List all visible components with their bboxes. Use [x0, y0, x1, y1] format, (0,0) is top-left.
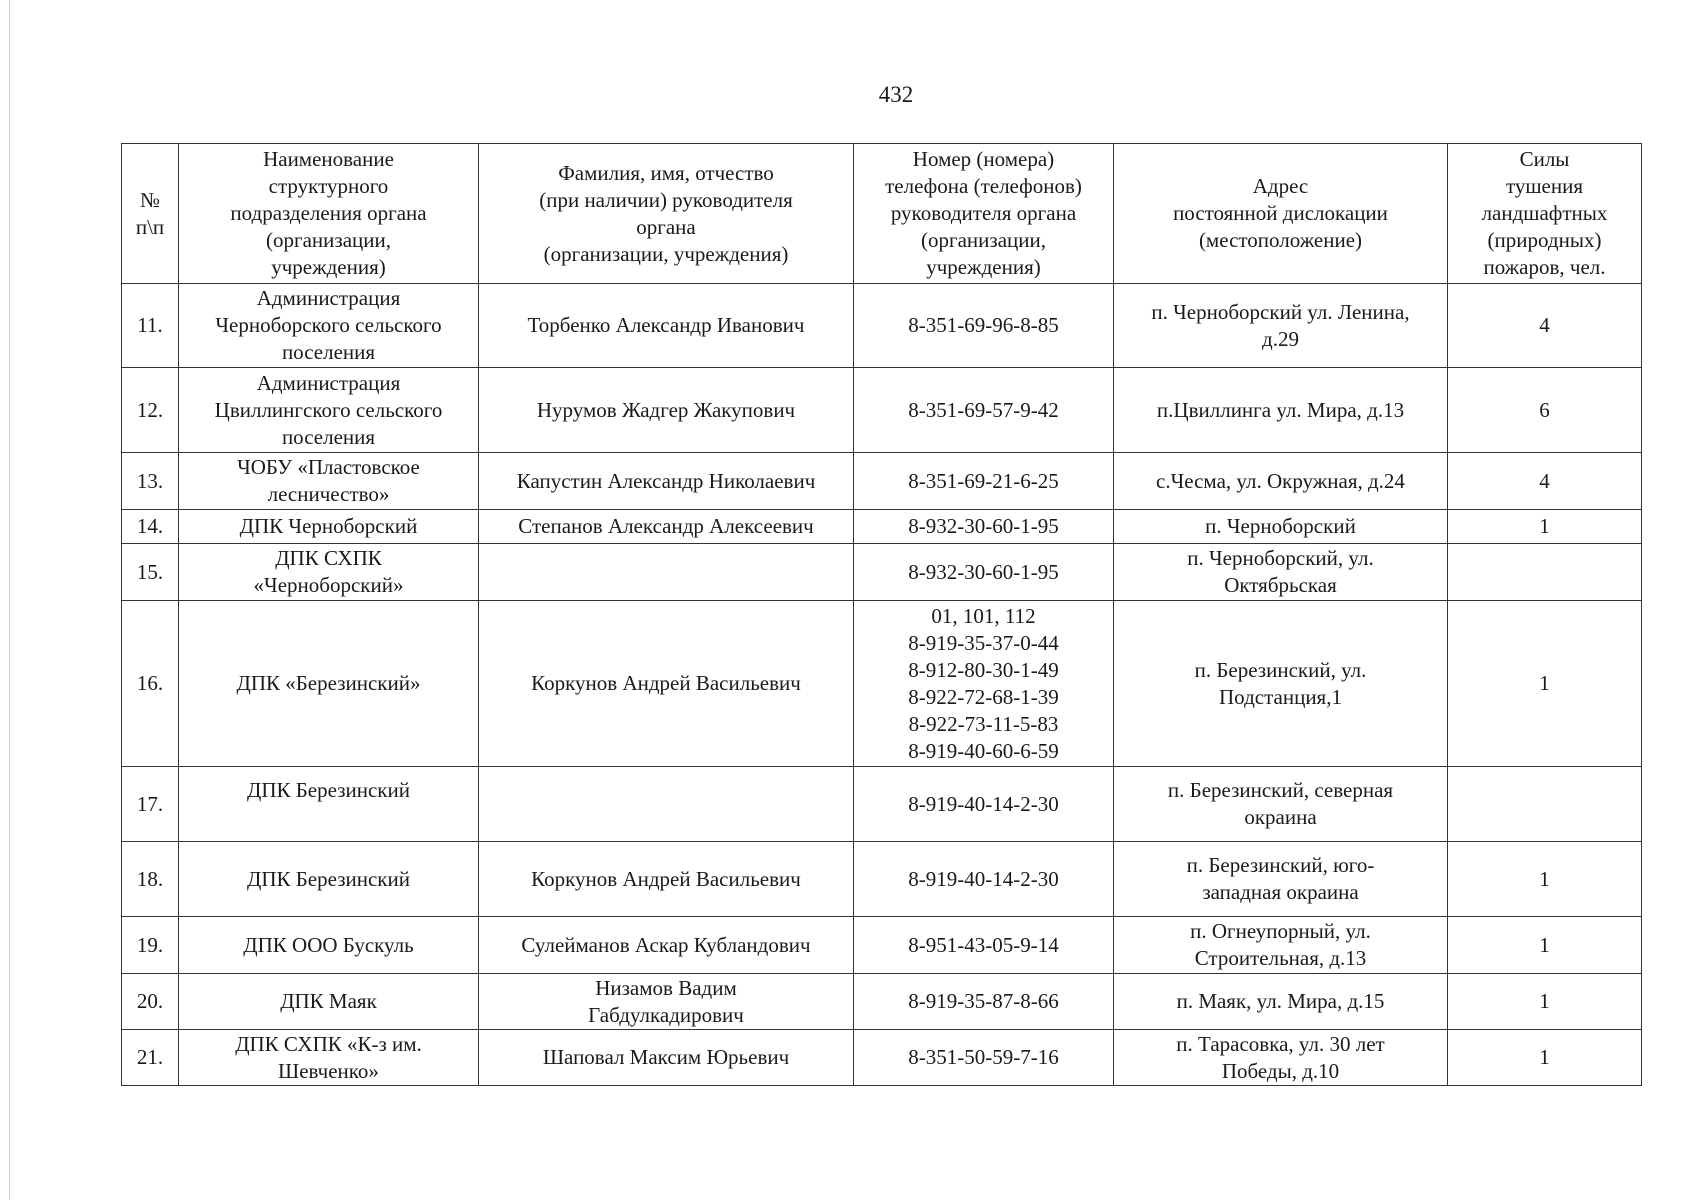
table-row — [122, 510, 1642, 544]
row-head-name: Степанов Александр Алексеевич — [479, 510, 854, 544]
row-number: 19. — [122, 917, 179, 974]
row-head-name: Сулейманов Аскар Кубландович — [479, 917, 854, 974]
table-row — [122, 842, 1642, 917]
row-forces: 1 — [1448, 974, 1642, 1030]
scan-margin-line — [9, 0, 10, 1200]
row-head-name: Нурумов Жадгер Жакупович — [479, 368, 854, 453]
table-row — [122, 368, 1642, 453]
row-number: 13. — [122, 453, 179, 510]
row-head-name: Коркунов Андрей Васильевич — [479, 601, 854, 767]
row-number: 12. — [122, 368, 179, 453]
row-address: п. Березинский, юго- западная окраина — [1114, 842, 1448, 917]
forces-table — [121, 143, 1642, 1086]
table-row — [122, 284, 1642, 368]
row-forces: 4 — [1448, 284, 1642, 368]
row-address: п. Березинский, северная окраина — [1114, 767, 1448, 842]
row-phone: 8-351-50-59-7-16 — [854, 1030, 1114, 1086]
row-phone: 8-919-40-14-2-30 — [854, 842, 1114, 917]
table-row — [122, 601, 1642, 767]
row-address: п. Черноборский ул. Ленина, д.29 — [1114, 284, 1448, 368]
row-address: п.Цвиллинга ул. Мира, д.13 — [1114, 368, 1448, 453]
row-address: п. Березинский, ул. Подстанция,1 — [1114, 601, 1448, 767]
row-head-name: Шаповал Максим Юрьевич — [479, 1030, 854, 1086]
row-number: 21. — [122, 1030, 179, 1086]
row-phone: 8-351-69-57-9-42 — [854, 368, 1114, 453]
row-address: п. Тарасовка, ул. 30 лет Победы, д.10 — [1114, 1030, 1448, 1086]
row-organization: ДПК «Березинский» — [179, 601, 479, 767]
row-address: п. Маяк, ул. Мира, д.15 — [1114, 974, 1448, 1030]
row-phone: 8-919-40-14-2-30 — [854, 767, 1114, 842]
row-address: п. Черноборский, ул. Октябрьская — [1114, 544, 1448, 601]
row-number: 15. — [122, 544, 179, 601]
row-phone: 8-932-30-60-1-95 — [854, 544, 1114, 601]
row-forces: 1 — [1448, 601, 1642, 767]
row-head-name: Коркунов Андрей Васильевич — [479, 842, 854, 917]
row-forces: 1 — [1448, 510, 1642, 544]
row-organization: ДПК Маяк — [179, 974, 479, 1030]
table-row — [122, 917, 1642, 974]
row-head-name: Капустин Александр Николаевич — [479, 453, 854, 510]
row-head-name: Торбенко Александр Иванович — [479, 284, 854, 368]
row-forces: 1 — [1448, 1030, 1642, 1086]
row-number: 16. — [122, 601, 179, 767]
row-organization: ДПК ООО Бускуль — [179, 917, 479, 974]
table-row — [122, 974, 1642, 1030]
header-number: № п\п — [122, 144, 179, 284]
row-number: 18. — [122, 842, 179, 917]
row-forces — [1448, 767, 1642, 842]
row-number: 11. — [122, 284, 179, 368]
row-address: с.Чесма, ул. Окружная, д.24 — [1114, 453, 1448, 510]
header-address: Адрес постоянной дислокации (местоположение) — [1114, 144, 1448, 284]
row-address: п. Огнеупорный, ул. Строительная, д.13 — [1114, 917, 1448, 974]
row-forces: 4 — [1448, 453, 1642, 510]
row-number: 14. — [122, 510, 179, 544]
row-head-name — [479, 767, 854, 842]
row-forces: 1 — [1448, 842, 1642, 917]
row-forces — [1448, 544, 1642, 601]
row-phone: 8-932-30-60-1-95 — [854, 510, 1114, 544]
row-phone: 8-351-69-96-8-85 — [854, 284, 1114, 368]
row-phone: 8-351-69-21-6-25 — [854, 453, 1114, 510]
row-organization: Администрация Цвиллингского сельского поселения — [179, 368, 479, 453]
row-phone: 8-919-35-87-8-66 — [854, 974, 1114, 1030]
row-phone: 01, 101, 112 8-919-35-37-0-44 8-912-80-30-1-49 8-922-72-68-1-39 8-922-73-11-5-83 8-919-40-60-6-59 — [854, 601, 1114, 767]
row-forces: 1 — [1448, 917, 1642, 974]
row-organization: ДПК СХПК «Черноборский» — [179, 544, 479, 601]
row-organization: ДПК Черноборский — [179, 510, 479, 544]
row-number: 17. — [122, 767, 179, 842]
row-organization: ДПК СХПК «К-з им. Шевченко» — [179, 1030, 479, 1086]
table-header-row — [122, 144, 1642, 284]
row-organization: Администрация Черноборского сельского поселения — [179, 284, 479, 368]
header-organization: Наименование структурного подразделения органа (организации, учреждения) — [179, 144, 479, 284]
header-head-name: Фамилия, имя, отчество (при наличии) руководителя органа (организации, учреждения) — [479, 144, 854, 284]
row-address: п. Черноборский — [1114, 510, 1448, 544]
header-phone: Номер (номера) телефона (телефонов) руководителя органа (организации, учреждения) — [854, 144, 1114, 284]
row-organization: ЧОБУ «Пластовское лесничество» — [179, 453, 479, 510]
row-forces: 6 — [1448, 368, 1642, 453]
table-row — [122, 1030, 1642, 1086]
table-row — [122, 453, 1642, 510]
page-number: 432 — [878, 82, 914, 107]
header-forces: Силы тушения ландшафтных (природных) пожаров, чел. — [1448, 144, 1642, 284]
row-number: 20. — [122, 974, 179, 1030]
table-row — [122, 544, 1642, 601]
row-organization: ДПК Березинский — [179, 842, 479, 917]
row-phone: 8-951-43-05-9-14 — [854, 917, 1114, 974]
row-head-name: Низамов Вадим Габдулкадирович — [479, 974, 854, 1030]
row-organization: ДПК Березинский — [179, 767, 479, 842]
table-row — [122, 767, 1642, 842]
row-head-name — [479, 544, 854, 601]
